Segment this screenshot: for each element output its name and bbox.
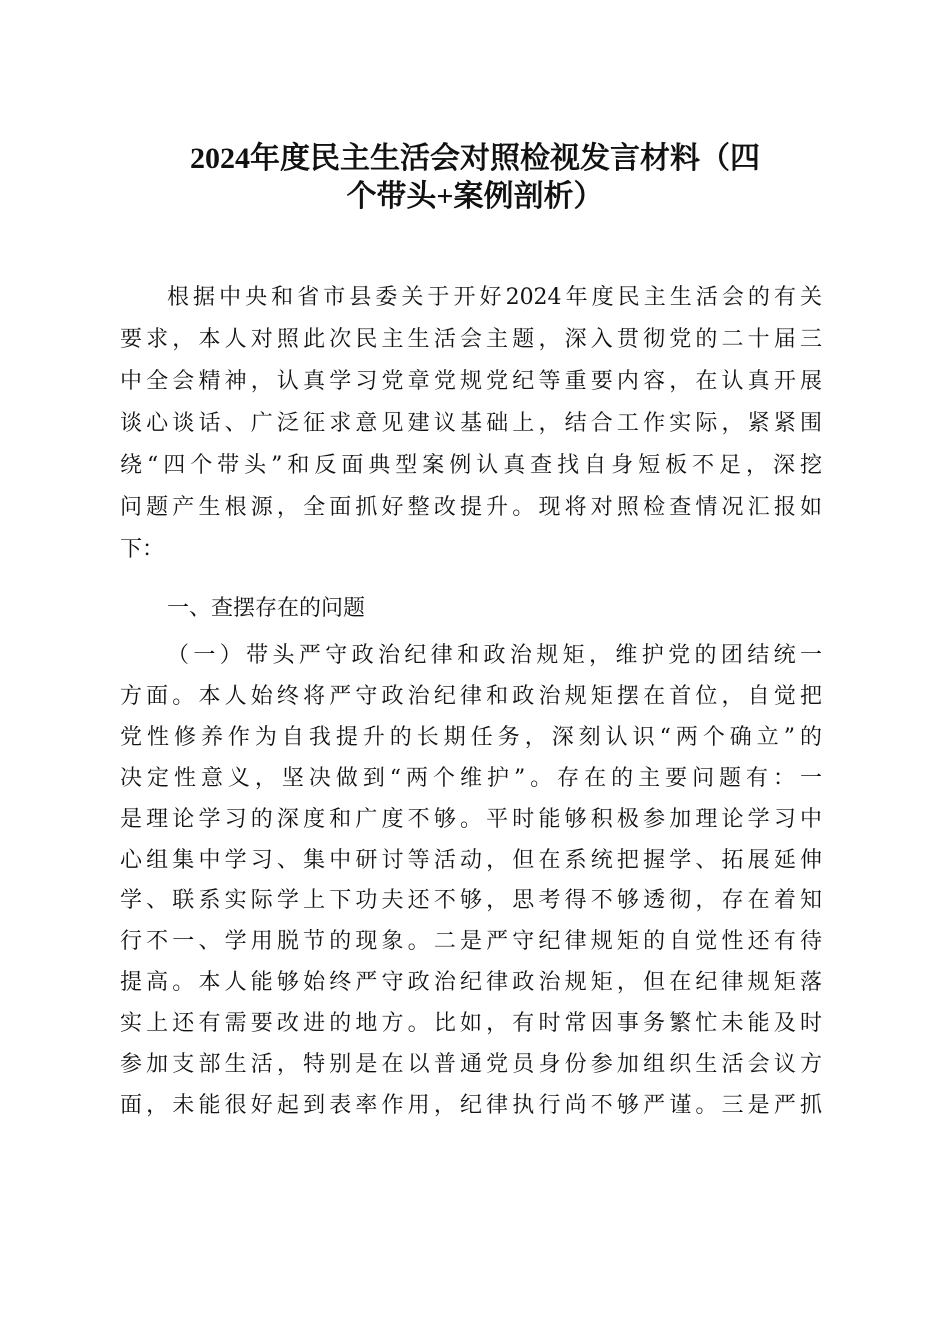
text-line: （一）带头严守政治纪律和政治规矩，维护党的团结统一 xyxy=(167,643,822,668)
text-line: 行不一、学用脱节的现象。二是严守纪律规矩的自觉性还有待 xyxy=(120,929,822,955)
title-line: 个带头+案例剖析） xyxy=(346,180,604,213)
text-line: 下： xyxy=(120,537,165,562)
title-line: 2024年度民主生活会对照检视发言材料（四 xyxy=(190,142,760,175)
text-line: 中全会精神，认真学习党章党规党纪等重要内容，在认真开展 xyxy=(120,369,822,394)
text-line: 绕“四个带头”和反面典型案例认真查找自身短板不足，深挖 xyxy=(120,453,822,478)
text-line: 根据中央和省市县委关于开好2024年度民主生活会的有关 xyxy=(167,285,822,310)
text-line: 参加支部生活，特别是在以普通党员身份参加组织生活会议方 xyxy=(120,1052,822,1077)
text-line: 心组集中学习、集中研讨等活动，但在系统把握学、拓展延伸 xyxy=(120,847,822,873)
text-line: 要求，本人对照此次民主生活会主题，深入贯彻党的二十届三 xyxy=(120,327,822,352)
text-line: 党性修养作为自我提升的长期任务，深刻认识“两个确立”的 xyxy=(120,724,822,750)
text-line: 面，未能很好起到表率作用，纪律执行尚不够严谨。三是严抓 xyxy=(120,1092,822,1118)
text-line: 实上还有需要改进的地方。比如，有时常因事务繁忙未能及时 xyxy=(120,1011,822,1037)
document-title xyxy=(120,140,830,216)
text-line: 学、联系实际学上下功夫还不够，思考得不够透彻，存在着知 xyxy=(120,888,822,914)
text-line: 问题产生根源，全面抓好整改提升。现将对照检查情况汇报如 xyxy=(120,495,822,520)
text-line: 决定性意义，坚决做到“两个维护”。存在的主要问题有：一 xyxy=(120,765,822,791)
text-line: 提高。本人能够始终严守政治纪律政治规矩，但在纪律规矩落 xyxy=(120,970,822,996)
text-line: 是理论学习的深度和广度不够。平时能够积极参加理论学习中 xyxy=(120,806,822,832)
section-heading: 一、查摆存在的问题 xyxy=(167,596,366,621)
text-line: 谈心谈话、广泛征求意见建议基础上，结合工作实际，紧紧围 xyxy=(120,411,822,436)
text-line: 方面。本人始终将严守政治纪律和政治规矩摆在首位，自觉把 xyxy=(120,683,822,709)
